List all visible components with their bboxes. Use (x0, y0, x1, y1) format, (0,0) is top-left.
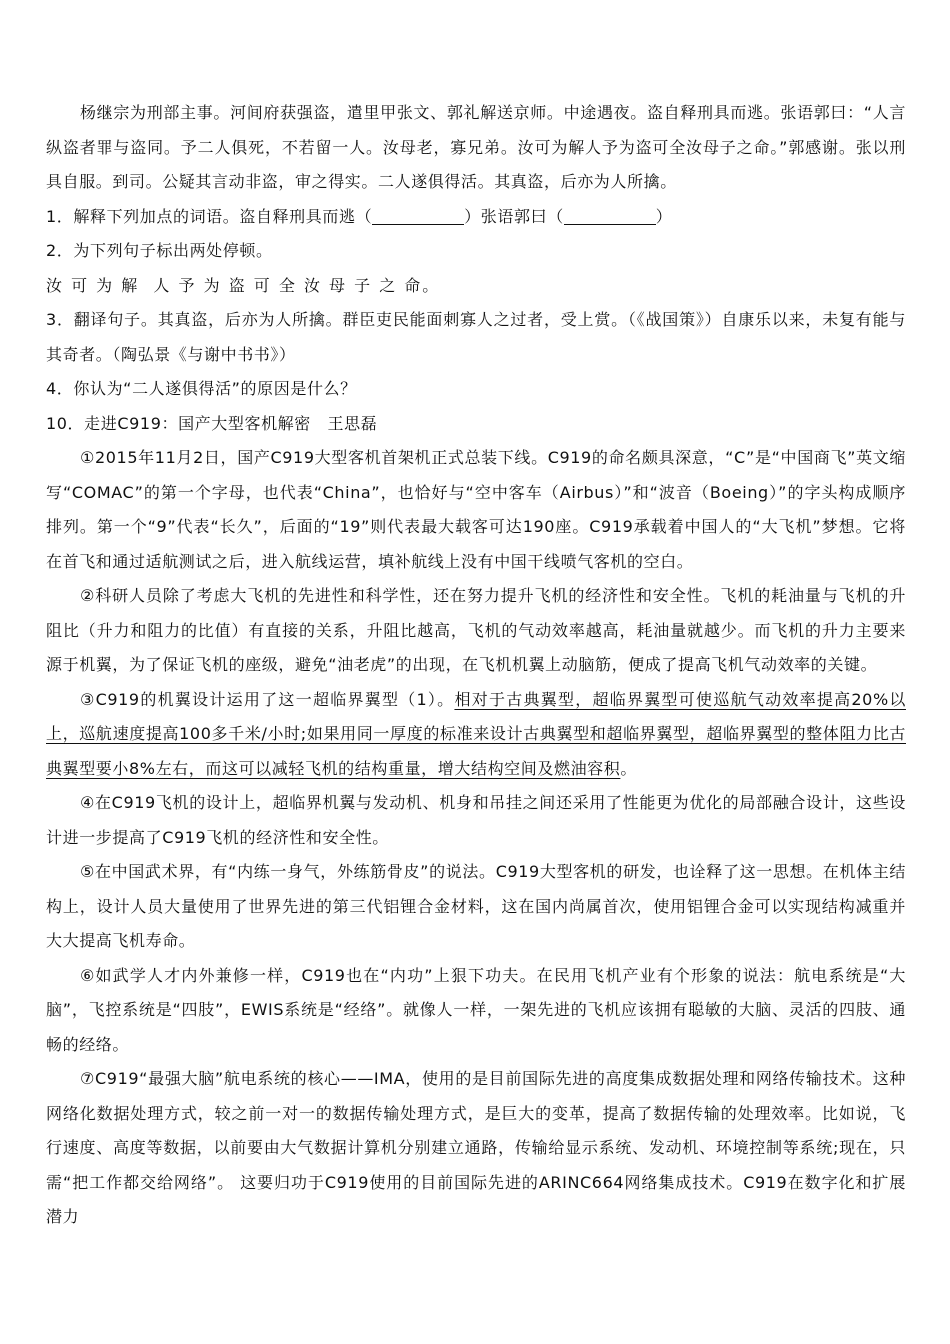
paragraph-3 (46, 683, 906, 787)
answer-blank-1[interactable] (372, 206, 464, 225)
question-1-middle: ）张语郭曰（ (464, 206, 564, 226)
question-2-sentence: 汝 可 为 解 人 予 为 盗 可 全 汝 母 子 之 命。 (46, 275, 441, 295)
paragraph-2: ②科研人员除了考虑大飞机的先进性和科学性，还在努力提升飞机的经济性和安全性。飞机的耗油量与飞机的升阻比（升力和阻力的比值）有直接的关系，升阻比越高，飞机的气动效率越高，耗油量就越少。而飞机的升力主要来源于机翼，为了保证飞机的座级，避免“油老虎”的出现，在飞机机翼上动脑筋，便成了提高飞机气动效率的关键。 (46, 586, 906, 674)
passage-9-text: 杨继宗为刑部主事。河间府获强盗，遣里甲张文、郭礼解送京师。中途遇夜。盗自释刑具而逃。张语郭曰：“人言纵盗者罪与盗同。予二人俱死，不若留一人。汝母老，寡兄弟。汝可为解人予为盗可全汝母子之命。”郭感谢。张以刑具自服。到司。公疑其言动非盗，审之得实。二人遂俱得活。其真盗，后亦为人所擒。 (46, 103, 906, 191)
question-2: 2．为下列句子标出两处停顿。 (46, 241, 273, 260)
question-1 (46, 200, 906, 235)
paragraph-3-end: 。 (620, 758, 637, 778)
paragraph-4: ④在C919飞机的设计上，超临界机翼与发动机、机身和吊挂之间还采用了性能更为优化的局部融合设计，这些设计进一步提高了C919飞机的经济性和安全性。 (46, 793, 906, 847)
paragraph-3-plain: ③C919的机翼设计运用了这一超临界翼型（1）。 (80, 689, 455, 709)
paragraph-6: ⑥如武学人才内外兼修一样，C919也在“内功”上狠下功夫。在民用飞机产业有个形象的说法：航电系统是“大脑”，飞控系统是“四肢”，EWIS系统是“经络”。就像人一样，一架先进的飞机应该拥有聪敏的大脑、灵活的四肢、通畅的经络。 (46, 965, 906, 1054)
document-page (46, 96, 906, 1235)
question-1-prefix: 1．解释下列加点的词语。盗自释刑具而逃（ (46, 206, 373, 226)
answer-blank-2[interactable] (564, 206, 656, 225)
paragraph-5: ⑤在中国武术界，有“内练一身气，外练筋骨皮”的说法。C919大型客机的研发，也诠释了这一思想。在机体主结构上，设计人员大量使用了世界先进的第三代铝锂合金材料，这在国内尚属首次，使用铝锂合金可以实现结构减重并大大提高飞机寿命。 (46, 862, 906, 950)
section-10-heading: 10．走进C919：国产大型客机解密 王思磊 (46, 413, 378, 433)
question-1-suffix: ） (655, 206, 673, 226)
question-4: 4．你认为“二人遂俱得活”的原因是什么？ (46, 379, 357, 398)
paragraph-1: ①2015年11月2日，国产C919大型客机首架机正式总装下线。C919的命名颇具深意，“C”是“中国商飞”英文缩写“COMAC”的第一个字母，也代表“China”，也恰好与“空中客车（Airbus）”和“波音（Boeing）”的字头构成顺序排列。第一个“9”代表“长久”，后面的“19”则代表最大载客可达190座。C919承载着中国人的“大飞机”梦想。它将在首飞和通过适航测试之后，进入航线运营，填补航线上没有中国干线喷气客机的空白。 (46, 448, 906, 571)
paragraph-3-underlined: 相对于古典翼型，超临界翼型可使巡航气动效率提高20%以上，巡航速度提高100多千米/小时;如果用同一厚度的标准来设计古典翼型和超临界翼型，超临界翼型的整体阻力比古典翼型要小8%左右，而这可以减轻飞机的结构重量，增大结构空间及燃油容积 (46, 689, 906, 778)
question-3: 3．翻译句子。其真盗，后亦为人所擒。群臣吏民能面刺寡人之过者，受上赏。（《战国策》）自康乐以来，未复有能与其奇者。（陶弘景《与谢中书书》） (46, 310, 906, 364)
paragraph-7: ⑦C919“最强大脑”航电系统的核心——IMA，使用的是目前国际先进的高度集成数据处理和网络传输技术。这种网络化数据处理方式，较之前一对一的数据传输处理方式，是巨大的变革，提高了数据传输的处理效率。比如说，飞行速度、高度等数据，以前要由大气数据计算机分别建立通路，传输给显示系统、发动机、环境控制等系统;现在，只需“把工作都交给网络”。 这要归功于C919使用的目前国际先进的ARINC664网络集成技术。C919在数字化和扩展潜力 (46, 1069, 906, 1226)
